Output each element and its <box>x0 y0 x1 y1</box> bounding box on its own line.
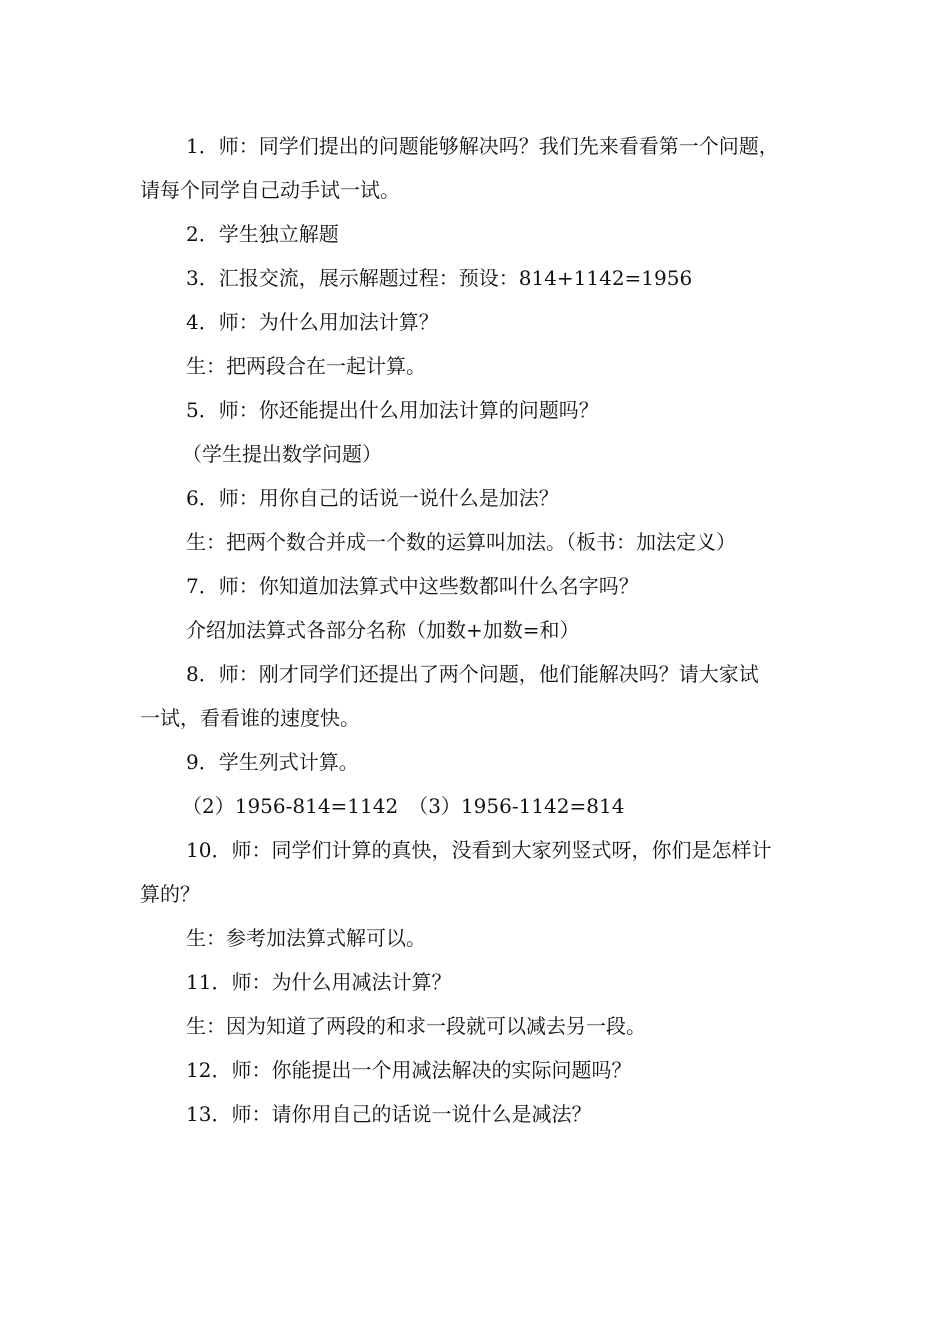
paragraph-line: 8．师：刚才同学们还提出了两个问题，他们能解决吗？请大家试 <box>186 662 759 686</box>
paragraph-line: （2）1956-814=1142 （3）1956-1142=814 <box>182 794 625 818</box>
paragraph-line: 生：把两段合在一起计算。 <box>186 354 426 378</box>
paragraph-line: 生：因为知道了两段的和求一段就可以减去另一段。 <box>186 1014 646 1038</box>
paragraph-line: 算的？ <box>140 882 200 906</box>
paragraph-line: 13．师：请你用自己的话说一说什么是减法？ <box>186 1102 592 1126</box>
paragraph-line: 一试，看看谁的速度快。 <box>140 706 360 730</box>
paragraph-line: 6．师：用你自己的话说一说什么是加法？ <box>186 486 559 510</box>
paragraph-line: 3．汇报交流，展示解题过程：预设：814+1142=1956 <box>186 266 693 290</box>
paragraph-line: 2．学生独立解题 <box>186 222 339 246</box>
paragraph-line: 5．师：你还能提出什么用加法计算的问题吗？ <box>186 398 599 422</box>
paragraph-line: 1．师：同学们提出的问题能够解决吗？我们先来看看第一个问题， <box>186 134 779 158</box>
paragraph-line: 11．师：为什么用减法计算？ <box>186 970 452 994</box>
paragraph-line: （学生提出数学问题） <box>182 442 382 466</box>
paragraph-line: 12．师：你能提出一个用减法解决的实际问题吗？ <box>186 1058 632 1082</box>
paragraph-line: 10．师：同学们计算的真快，没看到大家列竖式呀，你们是怎样计 <box>186 838 772 862</box>
paragraph-line: 生：参考加法算式解可以。 <box>186 926 426 950</box>
paragraph-line: 生：把两个数合并成一个数的运算叫加法。（板书：加法定义） <box>186 530 736 554</box>
paragraph-line: 4．师：为什么用加法计算？ <box>186 310 439 334</box>
paragraph-line: 介绍加法算式各部分名称（加数+加数=和） <box>186 618 580 642</box>
paragraph-line: 7．师：你知道加法算式中这些数都叫什么名字吗？ <box>186 574 639 598</box>
paragraph-line: 请每个同学自己动手试一试。 <box>140 178 400 202</box>
document-body <box>140 135 812 1147</box>
paragraph-line: 9．学生列式计算。 <box>186 750 359 774</box>
